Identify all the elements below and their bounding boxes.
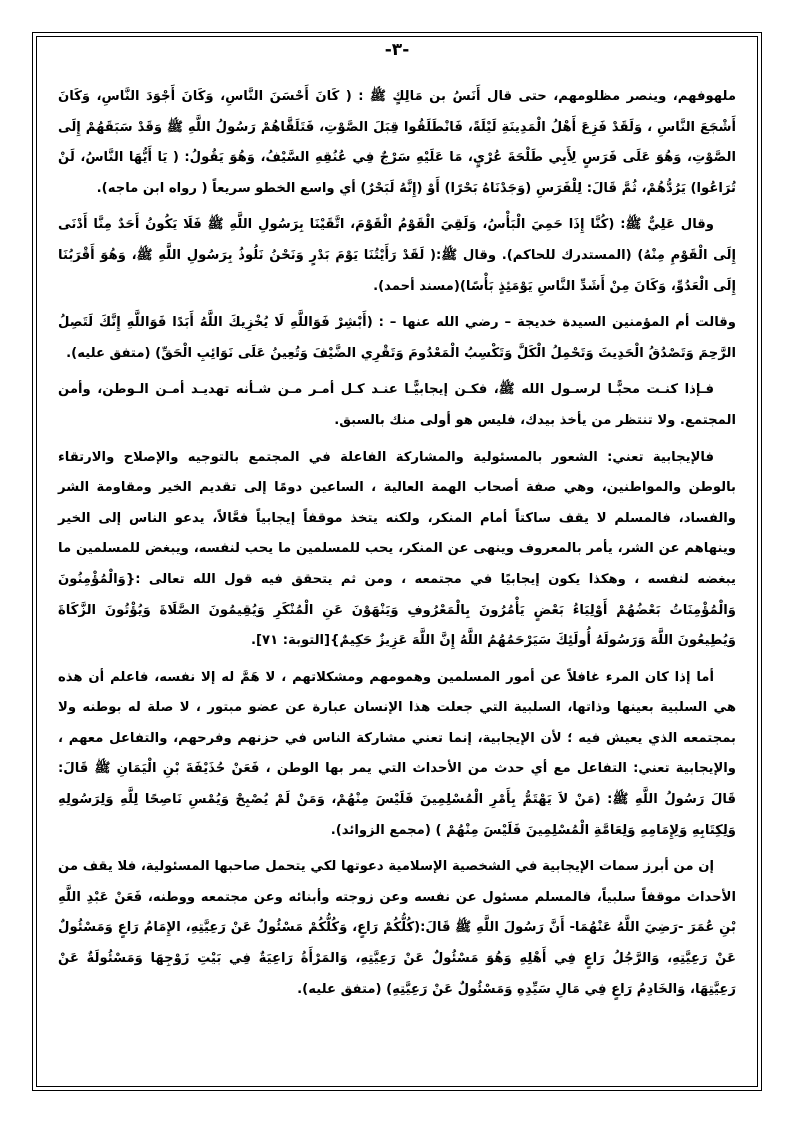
paragraph-negativity: أما إذا كان المرء غافلاً عن أمور المسلمين وهمومهم ومشكلاتهم ، لا هَمَّ له إلا نفسه، فاعلم أن هذه هي السلبية بعينها وذاتها، السلبية التي جعلت هذا الإنسان عبارة عن عضو مبتور ، لا صلة له بوطنه ولا بمجتمعه الذي يعيش فيه ؛ لأن الإيجابية، إنما تعني مشاركة الناس في حزنهم وفرحهم، والتفاعل معهم ، والإيجابية تعني: التفاعل مع أي حدث من الأحداث التي يمر بها الوطن ، فَعَنْ حُذَيْفَةَ بْنِ الْيَمَانِ ﷺ قَالَ: قَالَ رَسُولُ اللَّهِ ﷺ: (مَنْ لاَ يَهْتَمُّ بِأَمْرِ الْمُسْلِمِينَ فَلَيْسَ مِنْهُمْ، وَمَنْ لَمْ يُصْبِحْ وَيُمْسِ نَاصِحًا لِلَّهِ وَلِرَسُولِهِ وَلِكِتَابِهِ وَلِإِمَامِهِ وَلِعَامَّةِ الْمُسْلِمِينَ فَلَيْسَ مِنْهُمْ ) (مجمع الزوائد).: [58, 669, 736, 838]
paragraph-khadija-quote: وقالت أم المؤمنين السيدة خديجة – رضي الله عنها – : (أَبْشِرْ فَوَاللَّهِ لَا يُخْزِيكَ اللَّهُ أَبَدًا فَوَاللَّهِ إِنَّكَ لَتَصِلُ الرَّحِمَ وَتَصْدُقُ الْحَدِيثَ وَتَحْمِلُ الْكَلَّ وَتَكْسِبُ الْمَعْدُومَ وَتَقْرِي الضَّيْفَ وَتُعِينُ عَلَى نَوَائِبِ الْحَقِّ) (متفق عليه).: [58, 315, 736, 361]
paragraph-anas-hadith: ملهوفهم، وينصر مظلومهم، حتى قال أَنَسُ بن مَالِكٍ ﷺ : ( كَانَ أَحْسَنَ النَّاسِ، وَكَانَ أَجْوَدَ النَّاسِ، وَكَانَ أَشْجَعَ النَّاسِ ، وَلَقَدْ فَزِعَ أَهْلُ الْمَدِينَةِ لَيْلَةً، فَانْطَلَقُوا قِبَلَ الصَّوْتِ، فَتَلَقَّاهُمْ رَسُولُ اللَّهِ ﷺ وَقَدْ سَبَقَهُمْ إِلَى الصَّوْتِ، وَهُوَ عَلَى فَرَسٍ لِأَبِي طَلْحَةَ عُرْيٍ، مَا عَلَيْهِ سَرْجٌ فِي عُنُقِهِ السَّيْفُ، وَهُوَ يَقُولُ: ( يَا أَيُّهَا النَّاسُ، لَنْ تُرَاعُوا) يَرُدُّهُمْ، ثُمَّ قَالَ: لِلْفَرَسِ (وَجَدْنَاهُ بَحْرًا) أَوْ (إِنَّهُ لَبَحْرٌ) أي واسع الخطو سريعاً ( رواه ابن ماجه).: [58, 89, 736, 196]
document-body: [58, 82, 736, 1005]
paragraph-be-positive: فـإذا كنـت محبًّـا لرسـول الله ﷺ، فكـن إيجابيًّـا عنـد كـل أمـر مـن شـأنه تهديـد أمـن الـوطن، وأمن المجتمع. ولا تنتظر من يأخذ بيدك، فليس هو أولى منك بالسبق.: [58, 382, 736, 428]
paragraph-ali-hadith: وقال عَلِيٌّ ﷺ: (كُنَّا إِذَا حَمِيَ الْبَأْسُ، وَلَقِيَ الْقَوْمُ الْقَوْمَ، اتَّقَيْنَا بِرَسُولِ اللَّهِ ﷺ فَلَا يَكُونُ أَحَدٌ مِنَّا أَدْنَى إِلَى الْقَوْمِ مِنْهُ) (المستدرك للحاكم). وقال ﷺ:( لَقَدْ رَأَيْتُنَا يَوْمَ بَدْرٍ وَنَحْنُ نَلُوذُ بِرَسُولِ اللَّهِ ﷺ، وَهُوَ أَقْرَبُنَا إِلَى الْعَدُوِّ، وَكَانَ مِنْ أَشَدِّ النَّاسِ يَوْمَئِذٍ بَأْسًا)(مسند أحمد).: [58, 217, 736, 294]
paragraph-positivity-definition: فالإيجابية تعني: الشعور بالمسئولية والمشاركة الفاعلة في المجتمع بالتوجيه والإصلاح والارتقاء بالوطن والمواطنين، وهي صفة أصحاب الهمة العالية ، الساعين دومًا إلى تقديم الخير ومقاومة الشر والفساد، فالمسلم لا يقف ساكتاً أمام المنكر، ولكنه يتخذ موقفاً إيجابياً فعَّالاً، يدعو الناس إلى الخير وينهاهم عن الشر، يأمر بالمعروف وينهى عن المنكر، يحب للمسلمين ما يحب لنفسه، ويبغض للمسلمين ما يبغضه لنفسه ، وهكذا يكون إيجابيًا في مجتمعه ، ومن ثم يتحقق فيه قول الله تعالى :{وَالْمُؤْمِنُونَ وَالْمُؤْمِنَاتُ بَعْضُهُمْ أَوْلِيَاءُ بَعْضٍ يَأْمُرُونَ بِالْمَعْرُوفِ وَيَنْهَوْنَ عَنِ الْمُنْكَرِ وَيُقِيمُونَ الصَّلَاةَ وَيُؤْتُونَ الزَّكَاةَ وَيُطِيعُونَ اللَّهَ وَرَسُولَهُ أُولَئِكَ سَيَرْحَمُهُمُ اللَّهُ إِنَّ اللَّهَ عَزِيزٌ حَكِيمٌ}[التوبة: ٧١].: [58, 449, 736, 649]
paragraph-responsibility: إن من أبرز سمات الإيجابية في الشخصية الإسلامية دعوتها لكي يتحمل صاحبها المسئولية، فلا يقف من الأحداث موقفاً سلبياً، فالمسلم مسئول عن نفسه وعن زوجته وأبنائه وعن مجتمعه ووطنه، فَعَنْ عَبْدِ اللَّهِ بْنِ عُمَرَ -رَضِيَ اللَّهُ عَنْهُمَا- أَنَّ رَسُولَ اللَّهِ ﷺ قَالَ:(كُلُّكُمْ رَاعٍ، وَكُلُّكُمْ مَسْئُولٌ عَنْ رَعِيَّتِهِ، الإِمَامُ رَاعٍ وَمَسْئُولٌ عَنْ رَعِيَّتِهِ، وَالرَّجُلُ رَاعٍ فِي أَهْلِهِ وَهُوَ مَسْئُولٌ عَنْ رَعِيَّتِهِ، وَالمَرْأَةُ رَاعِيَةٌ فِي بَيْتِ زَوْجِهَا وَمَسْئُولَةٌ عَنْ رَعِيَّتِهَا، وَالخَادِمُ رَاعٍ فِي مَالِ سَيِّدِهِ وَمَسْئُولٌ عَنْ رَعِيَّتِهِ) (متفق عليه).: [58, 859, 736, 997]
page-number: -٣-: [384, 40, 410, 60]
